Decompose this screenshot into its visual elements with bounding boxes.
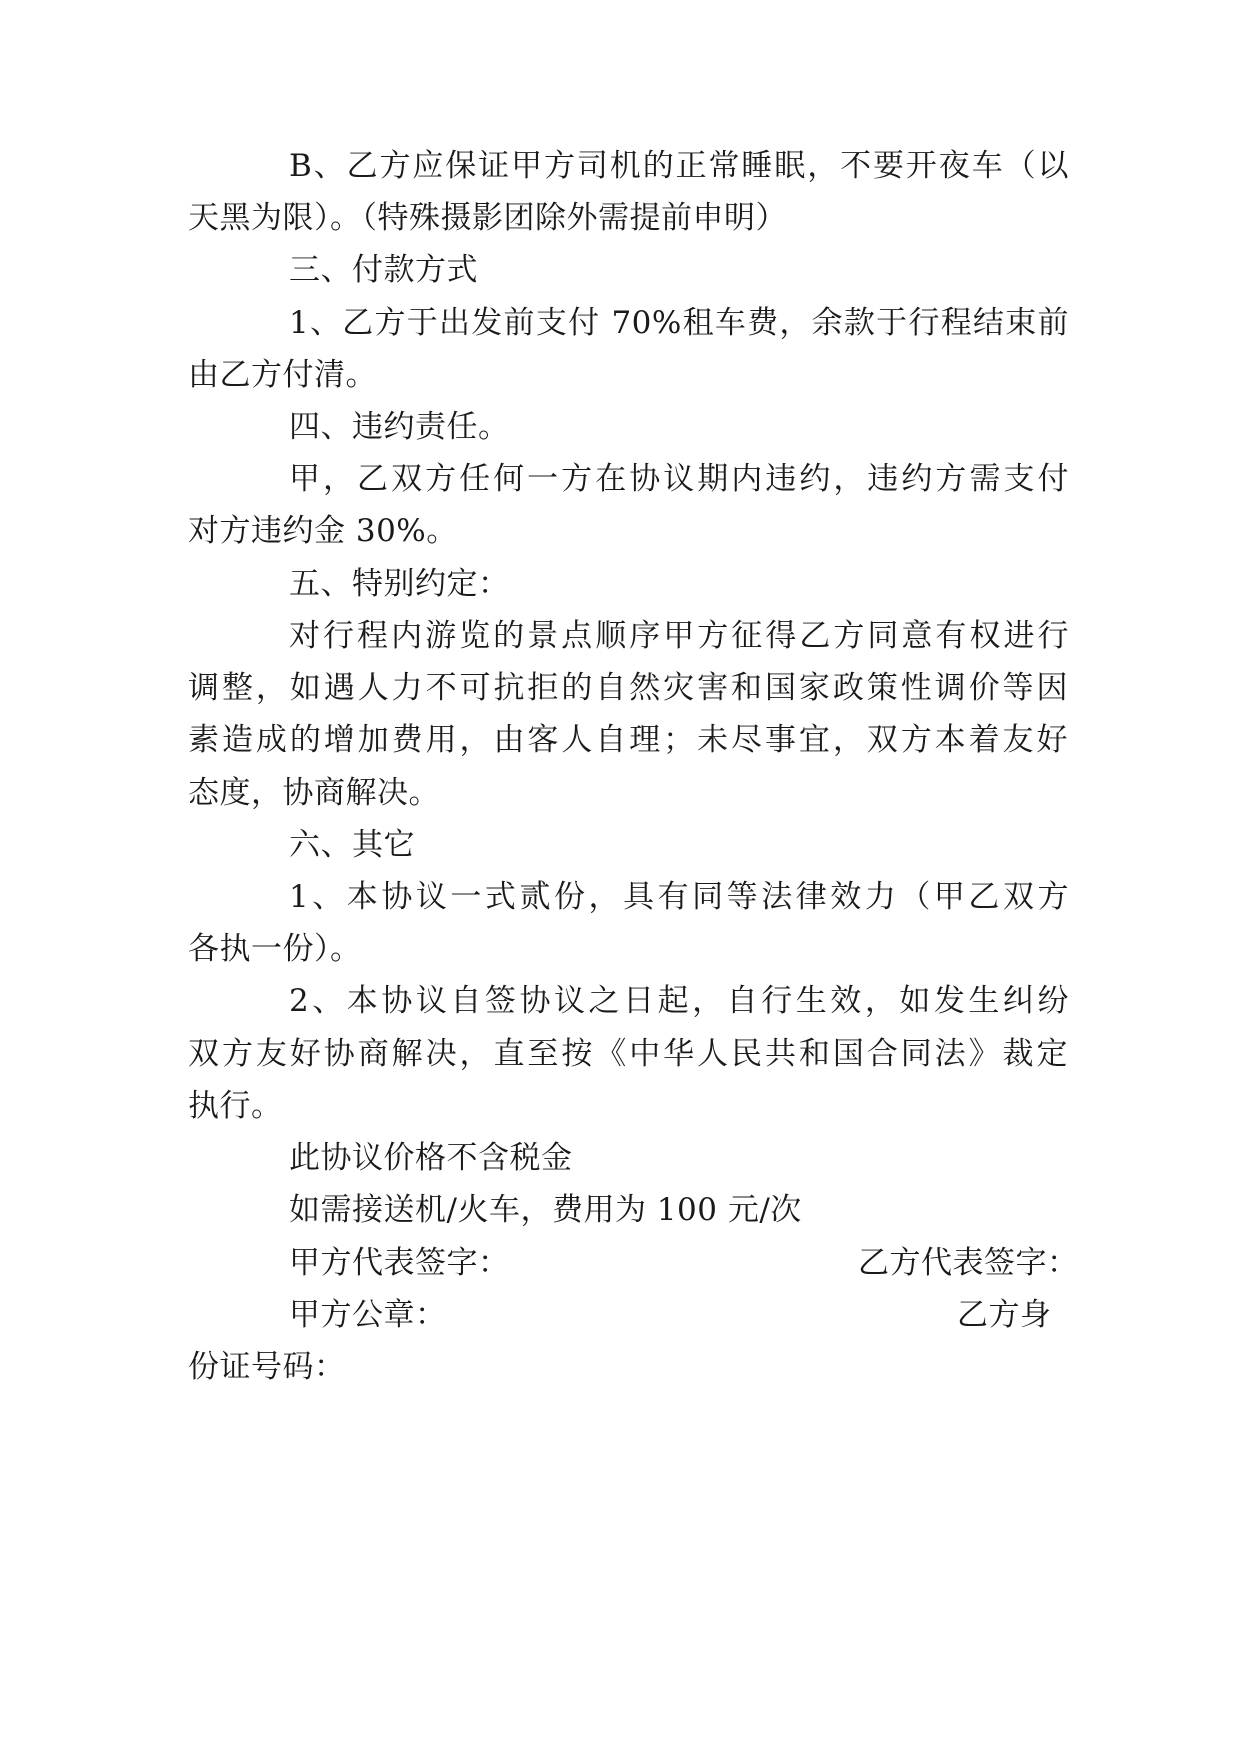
- paragraph-line: 对行程内游览的景点顺序甲方征得乙方同意有权进行: [289, 618, 1069, 654]
- transfer-fee-note: 如需接送机/火车，费用为 100 元/次: [289, 1192, 802, 1228]
- tax-note: 此协议价格不含税金: [289, 1140, 573, 1176]
- party-a-seal-label: 甲方公章：: [289, 1297, 447, 1333]
- party-b-rep-signature-label: 乙方代表签字：: [858, 1245, 1079, 1281]
- paragraph-line: B、乙方应保证甲方司机的正常睡眠，不要开夜车（以: [289, 148, 1069, 184]
- signature-row: [0, 1243, 1241, 1283]
- paragraph-line: 1、本协议一式贰份，具有同等法律效力（甲乙双方: [289, 879, 1069, 915]
- section-heading-special: 五、特别约定：: [289, 566, 510, 602]
- paragraph-line: 甲，乙双方任何一方在协议期内违约，违约方需支付: [289, 461, 1069, 497]
- paragraph-line: 由乙方付清。: [188, 357, 377, 393]
- paragraph-line: 2、本协议自签协议之日起，自行生效，如发生纠纷: [289, 983, 1069, 1019]
- section-heading-breach: 四、违约责任。: [289, 409, 510, 445]
- seal-row: [0, 1295, 1241, 1335]
- paragraph-line: 双方友好协商解决，直至按《中华人民共和国合同法》裁定: [188, 1036, 1068, 1072]
- paragraph-line: 执行。: [188, 1088, 283, 1124]
- party-b-id-label-end: 份证号码：: [188, 1349, 346, 1385]
- party-a-rep-signature-label: 甲方代表签字：: [289, 1245, 510, 1281]
- paragraph-line: 天黑为限）。（特殊摄影团除外需提前申明）: [188, 200, 787, 236]
- paragraph-line: 1、乙方于出发前支付 70%租车费，余款于行程结束前: [289, 305, 1069, 341]
- section-heading-payment: 三、付款方式: [289, 252, 478, 288]
- paragraph-line: 调整，如遇人力不可抗拒的自然灾害和国家政策性调价等因: [188, 670, 1068, 706]
- paragraph-line: 素造成的增加费用，由客人自理；未尽事宜，双方本着友好: [188, 722, 1068, 758]
- paragraph-line: 各执一份）。: [188, 931, 362, 967]
- party-b-id-label-start: 乙方身: [957, 1297, 1052, 1333]
- paragraph-line: 态度，协商解决。: [188, 775, 440, 811]
- paragraph-line: 对方违约金 30%。: [188, 513, 458, 549]
- section-heading-other: 六、其它: [289, 827, 415, 863]
